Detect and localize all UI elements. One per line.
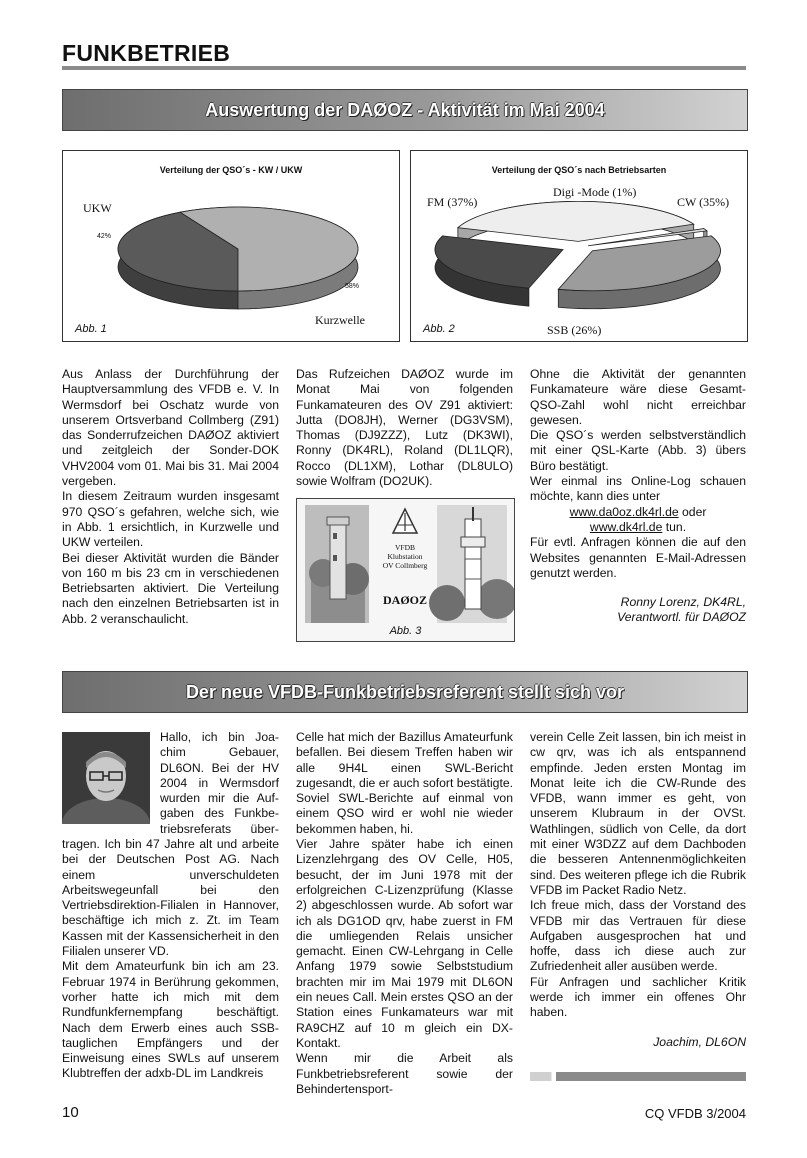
end-bar (530, 1072, 746, 1081)
paragraph: Aus Anlass der Durchführung der Hauptversammlung des VFDB e. V. In Wermsdorf bei Oschatz wurde von unserem Ortsverband Collmberg (Z91) das Sonderrufzeichen DAØOZ aktiviert und zeitgleich der Sonder-DOK VHV2004 vom 01. Mai bis 31. Mai 2004 vergeben. (62, 367, 279, 489)
section-title: FUNKBETRIEB (62, 40, 231, 66)
intro-line: wurden mir die Auf- (160, 791, 279, 806)
chart2-label-ssb: SSB (26%) (547, 323, 602, 337)
intro-line: DL6ON. Bei der HV (160, 760, 279, 775)
qsl-card-figure (296, 498, 515, 642)
author-photo (62, 732, 150, 824)
article2-column-3 (530, 730, 746, 1050)
paragraph: Celle hat mich der Bazillus Amateurfunk befallen. Bei diesem Treffen haben wir alle 9H4L einen SWL-Bericht zugesandt, die er auch sofort bestätigte. Soviel SWL-Berichte auf einmal von einem QSO wird er wohl nie wieder bekommen haben, hi. (296, 730, 513, 836)
signature-line: Ronny Lorenz, DK4RL, (620, 595, 746, 610)
qsl-callsign: DAØOZ (382, 593, 427, 607)
signature-line: Verantwortl. für DAØOZ (617, 610, 746, 625)
qsl-line: VFDB (394, 543, 415, 552)
article2-column-2 (296, 730, 513, 1097)
intro-line: Hallo, ich bin Joa- (160, 730, 279, 744)
page-number: 10 (62, 1104, 79, 1121)
intro-line: triebsreferats über- (160, 821, 279, 836)
chart-betriebsarten (410, 150, 748, 342)
paragraph: Mit dem Amateurfunk bin ich am 23. Februar 1974 in Berührung gekommen, vorher hatte ich mich mit dem Rundfunkfernempfang beschäftigt. Nach dem Erwerb eines auch SSB-tauglichen Empfängers und der Einweisung eines SWLs auf unserem Klubtreffen der adxb-DL im Landkreis (62, 959, 279, 1081)
chart1-title: Verteilung der QSO´s - KW / UKW (159, 165, 303, 175)
chart2-svg (411, 151, 747, 341)
paragraph: Vier Jahre später habe ich einen Lizenzlehrgang des OV Celle, H05, besucht, der im Juni 1978 mit der erfolgreichen C-Lizenzprüfung (Klasse 2) abgeschlossen wurde. Ab sofort war ich als DG1OD qrv, habe zuerst in FM die umliegenden Relais unsicher gemacht. Einen CW-Lehrgang in Celle Anfang 1979 sowie Selbststudium brachten mir im Mai 1979 mit DL6ON ein neues Call. Mein erstes QSO an der Station eines Funkamateurs war mit RA9CHZ auf 10 m gleich ein DX-Kontakt. (296, 837, 513, 1050)
chart1-label-kw: Kurzwelle (315, 313, 365, 327)
link-suffix: oder (678, 504, 707, 519)
article1-column-3 (530, 367, 746, 626)
article-title: Auswertung der DAØOZ - Aktivität im Mai 2004 (205, 99, 605, 120)
article1-column-2 (296, 367, 513, 489)
paragraph: Die QSO´s werden selbstverständlich mit einer QSL-Karte (Abb. 3) übers Büro bestätigt. (530, 428, 746, 473)
link-da0oz[interactable]: www.da0oz.dk4rl.de (569, 504, 679, 519)
link-line (530, 520, 746, 535)
paragraph: Für evtl. Anfragen können die auf den Websites genannten E-Mail-Adressen genutzt werden. (530, 535, 746, 580)
intro-line: chim Gebauer, (160, 745, 279, 760)
paragraph: Wenn mir die Arbeit als Funkbetriebsreferent sowie der Behindertensport- (296, 1051, 513, 1096)
paragraph: Das Rufzeichen DAØOZ wurde im Monat Mai von folgenden Funkamateuren des OV Z91 aktiviert: Jutta (DO8JH), Werner (DG3VSM), Thomas (DJ9ZZZ), Lutz (DK3WI), Ronny (DK4RL), Roland (DL1LQR), Rocco (DL1XM), Lothar (DL8ULO) sowie Wolfram (DO2UK). (296, 367, 513, 489)
intro-line: 2004 in Wermsdorf (160, 775, 279, 790)
link-dk4rl[interactable]: www.dk4rl.de (589, 519, 663, 534)
article1-column-1 (62, 367, 279, 627)
paragraph: In diesem Zeitraum wurden insgesamt 970 QSO´s gefahren, welche sich, wie in Abb. 1 ersichtlich, in Kurzwelle und UKW verteilen. (62, 489, 279, 550)
chart1-caption: Abb. 1 (75, 323, 107, 335)
chart2-title: Verteilung der QSO´s nach Betriebsarten (491, 165, 667, 175)
article2-intro (160, 730, 279, 837)
link-line (530, 505, 746, 520)
qsl-line: Klubstation (387, 552, 423, 561)
signature: Joachim, DL6ON (653, 1034, 746, 1049)
paragraph: verein Celle Zeit lassen, bin ich meist in cw qrv, was ich als entspannend empfinde. Jeden ersten Montag im Monat leite ich die CW-Runde des VFDB, wann immer es geht, von unserem Klubraum in der OVSt. Wathlingen, südlich von Celle, da dort mit einer W3DZZ auf dem Dachboden die besseren Antennenmöglichkeiten sind. Des weiteren pflege ich die Rubrik VFDB im Packet Radio Netz. (530, 730, 746, 897)
chart-kw-ukw (62, 150, 400, 342)
paragraph: Ich freue mich, dass der Vorstand des VFDB mir das Vertrauen für diese Aufgaben ausgesprochen hat und hoffe, dass ich diese auch zur Zufriedenheit aller ausüben werde. (530, 898, 746, 974)
chart2-label-digi: Digi -Mode (1%) (553, 185, 637, 199)
paragraph: Für Anfragen und sachlicher Kritik werde ich immer ein offenes Ohr haben. (530, 974, 746, 1020)
article-banner (62, 89, 748, 131)
article-title: Der neue VFDB-Funkbetriebsreferent stellt sich vor (185, 681, 625, 702)
qsl-card-illustration (297, 499, 514, 641)
qsl-caption: Abb. 3 (389, 625, 422, 637)
chart2-label-cw: CW (35%) (677, 195, 730, 209)
chart1-value-ukw: 42% (97, 233, 112, 240)
qsl-line: OV Collmberg (382, 561, 428, 570)
chart1-label-ukw: UKW (83, 201, 112, 215)
intro-line: gaben des Funkbe- (160, 806, 279, 821)
chart1-value-kw: 58% (345, 283, 360, 290)
chart2-label-fm: FM (37%) (427, 195, 478, 209)
article-banner (62, 671, 748, 713)
article2-column-1 (62, 837, 279, 1082)
paragraph: Ohne die Aktivität der genannten Funkamateure wäre diese Gesamt-QSO-Zahl wohl nicht erreichbar gewesen. (530, 367, 746, 427)
header-rule (62, 66, 746, 70)
paragraph: Wer einmal ins Online-Log schauen möchte, kann dies unter (530, 474, 746, 504)
author-portrait (62, 732, 150, 824)
chart2-caption: Abb. 2 (423, 323, 455, 335)
qsl-text (373, 543, 437, 570)
paragraph: tragen. Ich bin 47 Jahre alt und arbeite bei der Deutschen Post AG. Nach einem unverschuldeten Arbeitswegeunfall bei den Vertriebsdirektion-Filialen in Hannover, beschäftige ich mich z. Zt. im Team Kassen mit der Kassensicherheit in den Filialen unserer VD. (62, 837, 279, 959)
issue-label: CQ VFDB 3/2004 (644, 1106, 746, 1121)
paragraph: Bei dieser Aktivität wurden die Bänder von 160 m bis 23 cm in verschiedenen Betriebsarten aktiviert. Die Verteilung nach den einzelnen Betriebsarten ist in Abb. 2 veranschaulicht. (62, 550, 279, 626)
link-suffix: tun. (662, 519, 687, 534)
